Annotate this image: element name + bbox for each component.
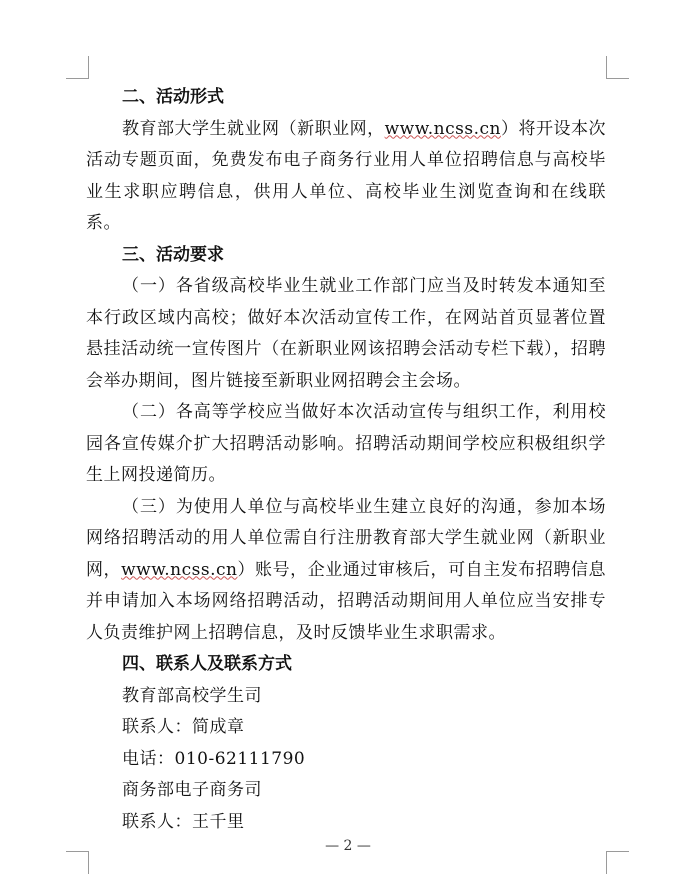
crop-mark-top-left	[66, 56, 89, 79]
contact-department-2: 商务部电子商务司	[122, 780, 262, 800]
page-number: — 2 —	[325, 838, 371, 854]
document-body	[86, 82, 606, 838]
website-link[interactable]: www.ncss.cn	[384, 118, 501, 139]
website-link[interactable]: www.ncss.cn	[121, 559, 238, 580]
crop-mark-bottom-right	[606, 851, 629, 874]
crop-mark-top-right	[606, 56, 629, 79]
paragraph-activity-form	[86, 114, 606, 240]
text-segment: ）将开设本次活动专题页面，免费发布电子商务行业用人单位招聘信息与高校毕业生求职应聘信息，供用人单位、高校毕业生浏览查询和在线联系。	[86, 118, 607, 233]
section-heading-requirements: 三、活动要求	[122, 244, 224, 265]
crop-mark-bottom-left	[66, 851, 89, 874]
section-heading-activity-form: 二、活动形式	[122, 87, 224, 107]
paragraph-requirement-3	[86, 492, 606, 650]
contact-department-1: 教育部高校学生司	[122, 685, 262, 706]
contact-person-1: 联系人：简成章	[122, 717, 245, 737]
contact-person-2: 联系人：王千里	[122, 811, 245, 832]
text-segment: ）账号，企业通过审核后，可自主发布招聘信息并申请加入本场网络招聘活动，招聘活动期间用人单位应当安排专人负责维护网上招聘信息，及时反馈毕业生求职需求。	[86, 559, 607, 643]
text-segment: （三）为使用人单位与高校毕业生建立良好的沟通，参加本场网络招聘活动的用人单位需自行注册教育部大学生就业网（新职业网，	[86, 496, 606, 580]
contact-phone-1: 电话：010-62111790	[122, 748, 306, 769]
section-heading-contacts: 四、联系人及联系方式	[122, 654, 292, 674]
text-segment: 教育部大学生就业网（新职业网，	[122, 118, 385, 139]
paragraph-requirement-2: （二）各高等学校应当做好本次活动宣传与组织工作，利用校园各宣传媒介扩大招聘活动影响。招聘活动期间学校应积极组织学生上网投递简历。	[86, 402, 606, 485]
paragraph-requirement-1: （一）各省级高校毕业生就业工作部门应当及时转发本通知至本行政区域内高校；做好本次活动宣传工作，在网站首页显著位置悬挂活动统一宣传图片（在新职业网该招聘会活动专栏下载），招聘会举办期间，图片链接至新职业网招聘会主会场。	[86, 276, 606, 391]
